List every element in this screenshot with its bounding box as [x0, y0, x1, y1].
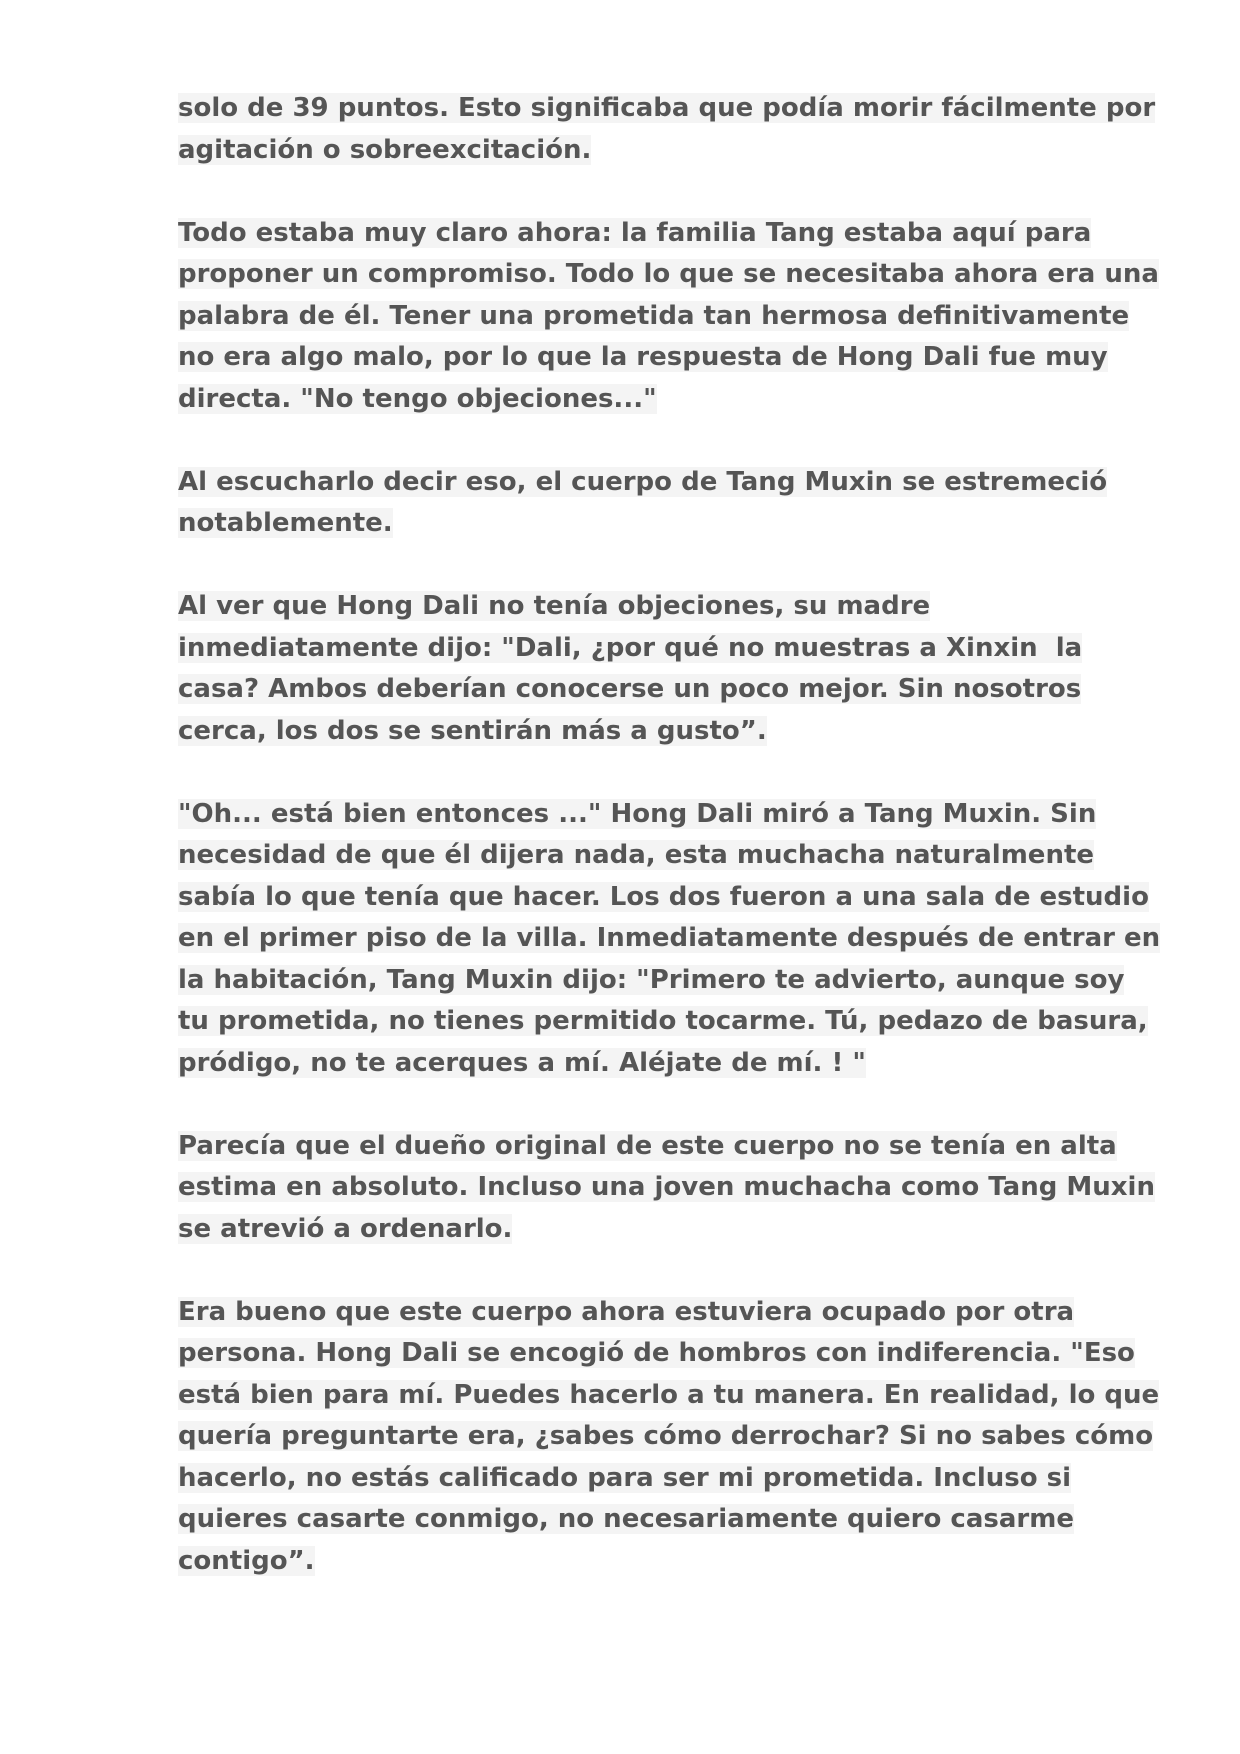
text-line: está bien para mí. Puedes hacerlo a tu manera. En realidad, lo que	[178, 1379, 1160, 1410]
text-line: necesidad de que él dijera nada, esta muchacha naturalmente	[178, 840, 1095, 870]
text-line: directa. "No tengo objeciones..."	[178, 383, 657, 414]
text-line: persona. Hong Dali se encogió de hombros con indiferencia. "Eso	[178, 1338, 1135, 1368]
text-line: palabra de él. Tener una prometida tan hermosa definitivamente	[178, 300, 1130, 331]
text-line: solo de 39 puntos. Esto significaba que podía morir fácilmente por	[178, 93, 1156, 123]
text-line: "Oh... está bien entonces ..." Hong Dali miró a Tang Muxin. Sin	[178, 798, 1097, 829]
paragraph-7	[178, 1292, 1160, 1583]
text-line: sabía lo que tenía que hacer. Los dos fueron a una sala de estudio	[178, 881, 1149, 912]
text-line: tu prometida, no tienes permitido tocarme. Tú, pedazo de basura,	[178, 1006, 1148, 1036]
paragraph-1	[178, 88, 1156, 171]
text-line: pródigo, no te acerques a mí. Aléjate de mí. ! "	[178, 1047, 866, 1078]
text-line: contigo”.	[178, 1545, 315, 1576]
text-line: se atrevió a ordenarlo.	[178, 1213, 513, 1244]
story-text	[178, 88, 1161, 1624]
text-line: Al ver que Hong Dali no tenía objeciones, su madre	[178, 591, 931, 621]
text-line: no era algo malo, por lo que la respuesta de Hong Dali fue muy	[178, 342, 1108, 372]
text-line: hacerlo, no estás calificado para ser mi prometida. Incluso si	[178, 1462, 1072, 1493]
text-line: casa? Ambos deberían conocerse un poco mejor. Sin nosotros	[178, 674, 1082, 704]
text-line: quieres casarte conmigo, no necesariamente quiero casarme	[178, 1504, 1074, 1534]
paragraph-6	[178, 1126, 1155, 1251]
text-line: Parecía que el dueño original de este cuerpo no se tenía en alta	[178, 1130, 1117, 1161]
text-line: en el primer piso de la villa. Inmediatamente después de entrar en	[178, 923, 1161, 953]
paragraph-5	[178, 794, 1161, 1085]
text-line: la habitación, Tang Muxin dijo: "Primero te advierto, aunque soy	[178, 964, 1125, 995]
text-line: cerca, los dos se sentirán más a gusto”.	[178, 715, 767, 746]
text-line: inmediatamente dijo: "Dali, ¿por qué no muestras a Xinxin la	[178, 632, 1083, 663]
text-line: Era bueno que este cuerpo ahora estuviera ocupado por otra	[178, 1296, 1075, 1327]
paragraph-3	[178, 462, 1108, 545]
text-line: notablemente.	[178, 508, 393, 538]
text-line: estima en absoluto. Incluso una joven muchacha como Tang Muxin	[178, 1172, 1155, 1202]
paragraph-2	[178, 213, 1159, 421]
paragraph-4	[178, 586, 1083, 752]
text-line: Al escucharlo decir eso, el cuerpo de Tang Muxin se estremeció	[178, 466, 1108, 497]
text-line: Todo estaba muy claro ahora: la familia Tang estaba aquí para	[178, 217, 1092, 248]
text-line: agitación o sobreexcitación.	[178, 134, 592, 165]
text-line: proponer un compromiso. Todo lo que se necesitaba ahora era una	[178, 259, 1159, 289]
text-line: quería preguntarte era, ¿sabes cómo derrochar? Si no sabes cómo	[178, 1421, 1154, 1451]
